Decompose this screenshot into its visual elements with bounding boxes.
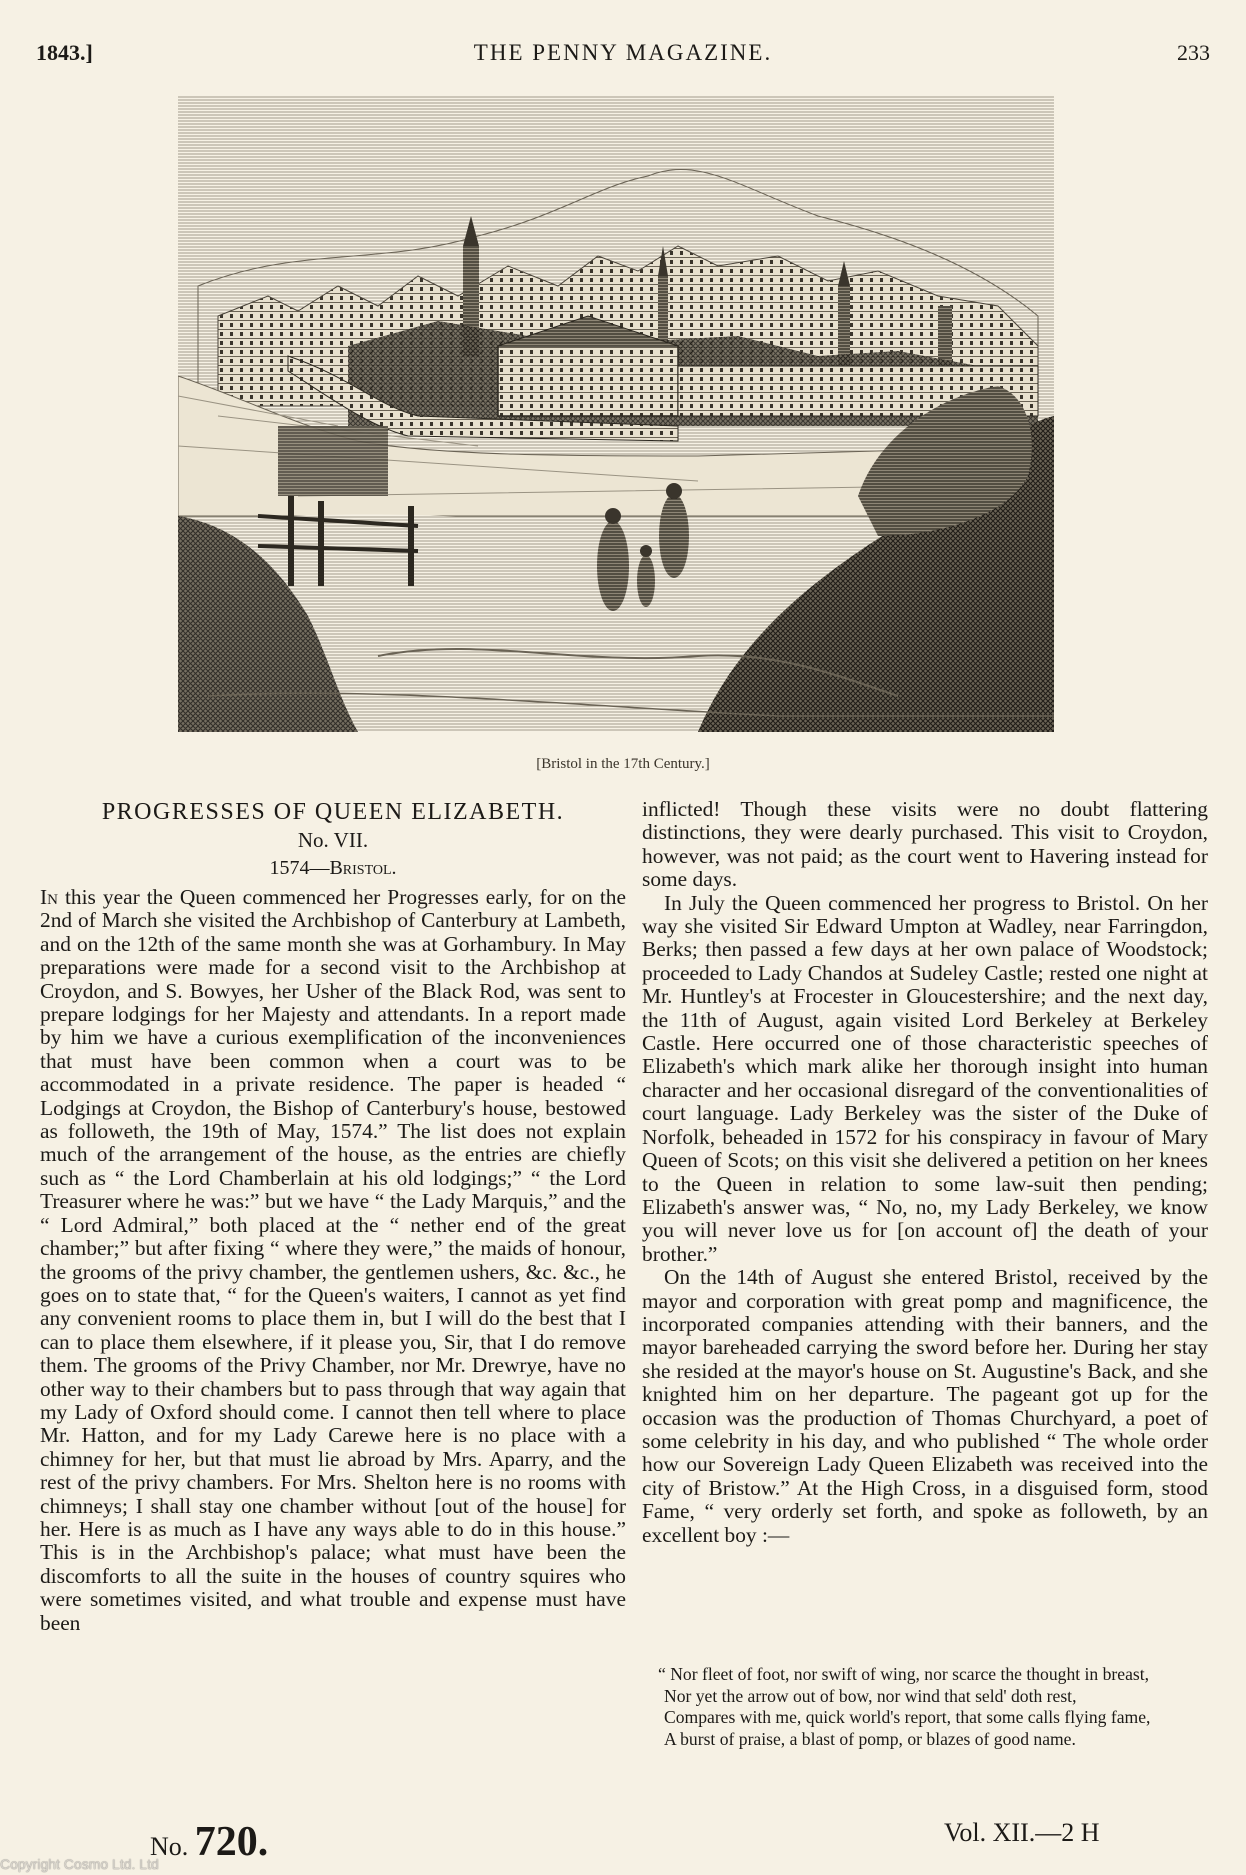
bristol-engraving <box>178 96 1054 732</box>
poem-block <box>642 1664 1208 1750</box>
issue-number <box>150 1818 268 1866</box>
left-paragraph-text: this year the Queen commenced her Progresses early, for on the 2nd of March she visited the Archbishop of Canterbury at Lambeth, and on the 12th of the same month she was at Gorhambury. In May preparations were made for a second visit to the Archbishop at Croydon, and S. Bowyes, her Usher of the Black Rod, was sent to prepare lodgings for her Majesty and attendants. In a report made by him we have a curious exemplification of the inconveniences that must have been common when a court was to be accommodated in a private residence. The paper is headed “ Lodgings at Croydon, the Bishop of Canterbury's house, bestowed as followeth, the 19th of May, 1574.” The list does not explain much of the arrangement of the house, as the entries are chiefly such as “ the Lord Chamberlain at his old lodgings;” “ the Lord Treasurer where he was:” but we have “ the Lady Marquis,” and the “ Lord Admiral,” both placed at the “ nether end of the great chamber;” but after fixing “ where they were,” the maids of honour, the grooms of the privy chamber, the gentlemen ushers, &c. &c., he goes on to state that, “ for the Queen's waiters, I cannot as yet find any convenient rooms to place them in, but I will do the best that I can to place them elsewhere, if it please you, Sir, that I do remove them. The grooms of the Privy Chamber, nor Mr. Drewrye, have no other way to their chambers but to pass through that way again that my Lady of Oxford should come. I cannot then tell where to place Mr. Hatton, and for my Lady Carewe here is no place with a chimney for her, but that must lie abroad by Mrs. Aparry, and the rest of the privy chambers. For Mrs. Shelton here is no rooms with chimneys; I shall stay one chamber without [out of the house] for her. Here is as much as I have any ways able to do in this house.” This is in the Archbishop's palace; what must have been the discomforts to all the suite in the houses of country squires who were sometimes visited, and what trouble and expense must have been <box>40 885 626 1635</box>
subtitle-year: 1574— <box>269 857 330 879</box>
poem-line: A burst of praise, a blast of pomp, or blazes of good name. <box>664 1728 1076 1749</box>
poem-line: “ Nor fleet of foot, nor swift of wing, nor scarce the thought in breast, <box>658 1664 1150 1684</box>
issue-number-prefix: No. <box>150 1832 189 1861</box>
header-year: 1843.] <box>36 40 93 65</box>
poem-line: Nor yet the arrow out of bow, nor wind that seld' doth rest, <box>664 1685 1077 1706</box>
poem-line: Compares with me, quick world's report, that some calls flying fame, <box>664 1707 1151 1728</box>
article-subtitle <box>40 854 626 882</box>
subtitle-place: Bristol. <box>329 857 397 879</box>
copyright-watermark: Copyright Cosmo Ltd. Ltd <box>0 1856 159 1872</box>
article-title: PROGRESSES OF QUEEN ELIZABETH. <box>101 799 565 825</box>
article-number: No. VII. <box>297 828 369 852</box>
left-column <box>40 798 626 1635</box>
issue-number-value: 720. <box>194 1819 269 1865</box>
page-header <box>36 40 1210 80</box>
header-title: THE PENNY MAGAZINE. <box>473 40 773 65</box>
right-column <box>642 798 1208 1547</box>
right-paragraph-3: On the 14th of August she entered Bristol, received by the mayor and corporation with great pomp and magnificence, the incorporated companies attending with their banners, and the mayor bareheaded carrying the sword before her. During her stay she resided at the mayor's house on St. Augustine's Back, and she knighted him on her departure. The pageant got up for the occasion was the production of Thomas Churchyard, a poet of some celebrity in his day, and who published “ The whole order how our Sovereign Lady Queen Elizabeth was received into the city of Bristow.” At the High Cross, in a disguised form, stood Fame, “ very orderly set forth, and spoke as followeth, by an excellent boy :— <box>642 1265 1208 1547</box>
dropcap-word: In <box>40 885 58 909</box>
header-page-number: 233 <box>1177 40 1210 65</box>
volume-signature: Vol. XII.—2 H <box>944 1818 1100 1847</box>
illustration-caption: [Bristol in the 17th Century.] <box>536 756 710 772</box>
left-paragraph <box>40 886 626 1635</box>
right-paragraph-2: In July the Queen commenced her progress to Bristol. On her way she visited Sir Edward Umpton at Wadley, near Farringdon, Berks; then passed a few days at her own palace of Woodstock; proceeded to Lady Chandos at Sudeley Castle; rested one night at Mr. Huntley's at Frocester in Gloucestershire; and the next day, the 11th of August, again visited Lord Berkeley at Berkeley Castle. Here occurred one of those characteristic speeches of Elizabeth's which mark alike her thorough insight into human character and her occasional disregard of the conventionalities of court language. Lady Berkeley was the sister of the Duke of Norfolk, beheaded in 1572 for his conspiracy in favour of Mary Queen of Scots; on this visit she delivered a petition on her knees to the Queen in relation to some law-suit then pending; Elizabeth's answer was, “ No, no, my Lady Berkeley, we know you will never love us for [on account of] the death of your brother.” <box>642 890 1208 1266</box>
right-paragraph-1: inflicted! Though these visits were no doubt flattering distinctions, they were dearly purchased. This visit to Croydon, however, was not paid; as the court went to Havering instead for some days. <box>642 797 1208 892</box>
